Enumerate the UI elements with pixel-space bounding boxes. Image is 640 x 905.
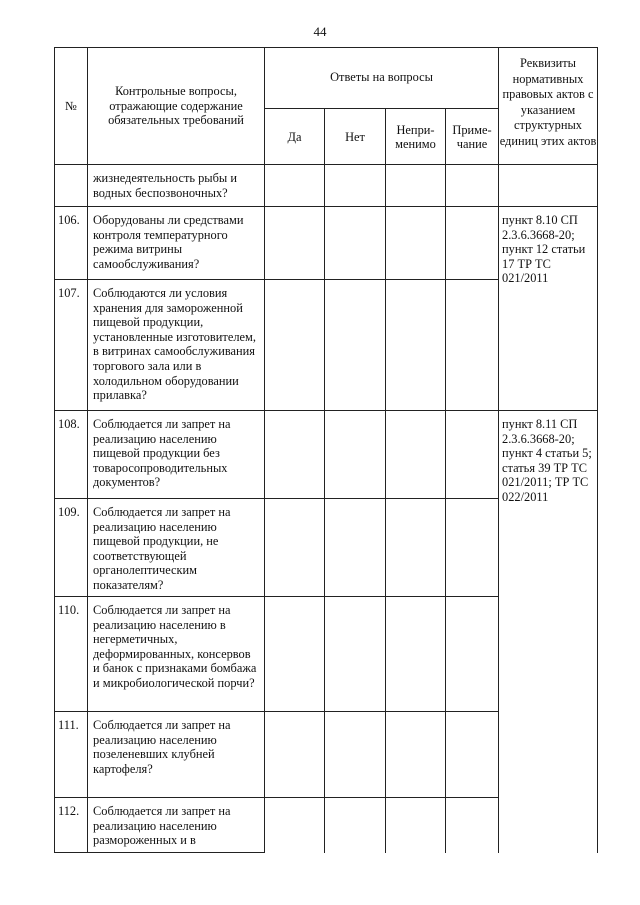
header-yes: Да [265,109,325,165]
row-number [55,165,88,207]
table-row [55,411,598,499]
answer-note-cell[interactable] [446,597,499,712]
row-number: 112. [55,798,88,853]
row-question: Оборудованы ли средствами контроля температурного режима витрины самообслуживания? [88,207,265,280]
row-question: жизнедеятельность рыбы и водных беспозвоночных? [88,165,265,207]
answer-no-cell[interactable] [325,712,386,798]
table-row [55,207,598,280]
answer-yes-cell[interactable] [265,597,325,712]
row-question: Соблюдается ли запрет на реализацию населению позеленевших клубней картофеля? [88,712,265,798]
answer-na-cell[interactable] [386,499,446,597]
answer-yes-cell[interactable] [265,499,325,597]
answer-note-cell[interactable] [446,165,499,207]
answer-no-cell[interactable] [325,597,386,712]
answer-yes-cell[interactable] [265,165,325,207]
header-answers: Ответы на вопросы [265,48,499,109]
row-number: 107. [55,280,88,411]
answer-yes-cell[interactable] [265,411,325,499]
requisites-cell: пункт 8.10 СП 2.3.6.3668-20; пункт 12 статьи 17 ТР ТС 021/2011 [499,207,598,411]
answer-no-cell[interactable] [325,798,386,853]
row-question: Соблюдается ли запрет на реализацию населению пищевой продукции, не соответствующей органолептическим показателям? [88,499,265,597]
answer-no-cell[interactable] [325,411,386,499]
row-question: Соблюдается ли запрет на реализацию населению пищевой продукции без товаросопроводительных документов? [88,411,265,499]
answer-note-cell[interactable] [446,280,499,411]
answer-no-cell[interactable] [325,499,386,597]
table-row [55,165,598,207]
row-number: 106. [55,207,88,280]
row-number: 110. [55,597,88,712]
row-question: Соблюдается ли запрет на реализацию населению в негерметичных, деформированных, консервов и банок с признаками бомбажа и микробиологической порчи? [88,597,265,712]
answer-yes-cell[interactable] [265,207,325,280]
header-not-applicable: Непри- менимо [386,109,446,165]
answer-na-cell[interactable] [386,165,446,207]
answer-no-cell[interactable] [325,207,386,280]
answer-na-cell[interactable] [386,798,446,853]
row-number: 108. [55,411,88,499]
requisites-cell [499,165,598,207]
row-question: Соблюдается ли запрет на реализацию населению размороженных и в [88,798,265,853]
header-note: Приме- чание [446,109,499,165]
header-num: № [55,48,88,165]
row-question: Соблюдаются ли условия хранения для замороженной пищевой продукции, установленные изготовителем, в витринах самообслуживания торгового зала или в холодильном оборудовании прилавка? [88,280,265,411]
answer-yes-cell[interactable] [265,798,325,853]
requisites-cell: пункт 8.11 СП 2.3.6.3668-20; пункт 4 статьи 5; статья 39 ТР ТС 021/2011; ТР ТС 022/2011 [499,411,598,853]
answer-note-cell[interactable] [446,411,499,499]
row-number: 109. [55,499,88,597]
checklist-table [54,47,598,853]
header-no: Нет [325,109,386,165]
answer-na-cell[interactable] [386,207,446,280]
answer-yes-cell[interactable] [265,712,325,798]
answer-note-cell[interactable] [446,798,499,853]
header-requisites: Реквизиты нормативных правовых актов с указанием структурных единиц этих актов [499,48,598,165]
header-questions: Контрольные вопросы, отражающие содержание обязательных требований [88,48,265,165]
row-number: 111. [55,712,88,798]
page-number: 44 [313,24,327,39]
answer-na-cell[interactable] [386,597,446,712]
answer-note-cell[interactable] [446,499,499,597]
answer-yes-cell[interactable] [265,280,325,411]
answer-na-cell[interactable] [386,712,446,798]
answer-note-cell[interactable] [446,207,499,280]
answer-na-cell[interactable] [386,411,446,499]
answer-note-cell[interactable] [446,712,499,798]
answer-no-cell[interactable] [325,280,386,411]
answer-na-cell[interactable] [386,280,446,411]
answer-no-cell[interactable] [325,165,386,207]
